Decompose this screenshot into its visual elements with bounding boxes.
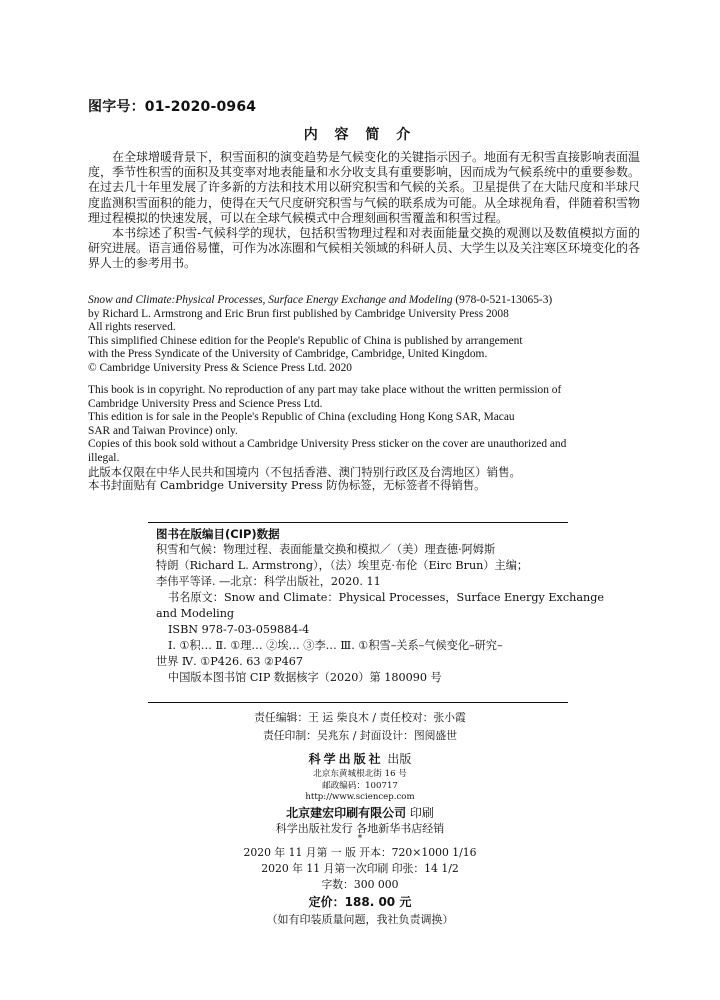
cip-isbn: ISBN 978-7-03-059884-4	[168, 623, 310, 636]
rights-block	[88, 384, 640, 493]
rights-line: SAR and Taiwan Province) only.	[88, 424, 238, 437]
cip-heading: 图书在版编目(CIP)数据	[156, 527, 280, 541]
cip-top-rule	[148, 522, 568, 523]
copyright-line: with the Press Syndicate of the University of Cambridge, Cambridge, United Kingdom.	[88, 348, 488, 361]
original-title: Snow and Climate:Physical Processes, Surface Energy Exchange and Modeling	[88, 294, 453, 306]
original-isbn: (978-0-521-13065-3)	[455, 294, 553, 306]
copyright-line: This simplified Chinese edition for the People's Republic of China is published by arrangement	[88, 334, 523, 347]
publisher-url: http://www.sciencep.com	[305, 792, 415, 802]
summary-paragraph-2: 本书综述了积雪-气候科学的现状，包括积雪物理过程和对表面能量交换的观测以及数值模拟方面的研究进展。语言通俗易懂，可作为冰冻圈和气候相关领域的科研人员、大学生以及关注寒区环境变化的各界人士的参考用书。	[88, 226, 641, 271]
print-credits: 责任印制：吴兆东 / 封面设计：图阅盛世	[262, 729, 458, 742]
edition-line: 2020 年 11 月第 一 版 开本：720×1000 1/16	[243, 846, 477, 859]
printer-line	[0, 804, 720, 821]
publisher-line	[0, 750, 720, 767]
separator-star: *	[357, 834, 363, 844]
printer-suffix: 印刷	[409, 806, 434, 820]
cip-line: 世界 Ⅳ. ①P426. 63 ②P467	[156, 655, 303, 668]
cip-line: Ⅰ. ①积… Ⅱ. ①理… ②埃… ③李… Ⅲ. ①积雪–关系–气候变化–研究–	[168, 639, 503, 652]
distribution-line: 科学出版社发行 各地新华书店经销	[275, 822, 445, 835]
quality-note: （如有印装质量问题，我社负责调换）	[266, 913, 454, 926]
rights-line: illegal.	[88, 451, 120, 464]
copyright-block	[88, 294, 640, 376]
publisher-postcode: 邮政编码：100717	[322, 781, 398, 791]
publisher-name: 科学出版社	[308, 752, 384, 766]
printing-line: 2020 年 11 月第一次印刷 印张：14 1/2	[261, 862, 459, 875]
registration-number: 图字号：01-2020-0964	[88, 99, 257, 115]
rights-line-cn: 本书封面贴有 Cambridge University Press 防伪标签，无标签者不得销售。	[88, 478, 486, 493]
cip-line: 特朗（Richard L. Armstrong），（法）埃里克·布伦（Eirc Brun）主编；	[156, 559, 529, 572]
publisher-address: 北京东黄城根北街 16 号	[313, 769, 407, 779]
rights-line: This book is in copyright. No reproduction of any part may take place without the written permission of	[88, 384, 562, 396]
original-title-line	[88, 294, 640, 308]
copyright-line: © Cambridge University Press & Science Press Ltd. 2020	[88, 361, 352, 374]
rights-line-cn: 此版本仅限在中华人民共和国境内（不包括香港、澳门特别行政区及台湾地区）销售。	[88, 464, 521, 479]
cip-verification: 中国版本图书馆 CIP 数据核字（2020）第 180090 号	[168, 671, 442, 684]
cip-block	[156, 542, 604, 686]
summary-paragraph-1: 在全球增暖背景下，积雪面积的演变趋势是气候变化的关键指示因子。地面有无积雪直接影响表面温度，季节性积雪的面积及其变率对地表能量和水分收支具有重要影响，因而成为气候系统中的重要参数。在过去几十年里发展了许多新的方法和技术用以研究积雪和气候的关系。卫星提供了在大陆尺度和半球尺度监测积雪面积的能力，使得在天气尺度研究积雪与气候的联系成为可能。从全球视角看，伴随着积雪物理过程模拟的快速发展，可以在全球气候模式中合理刻画积雪覆盖和积雪过程。	[88, 150, 641, 225]
publisher-suffix: 出版	[387, 752, 412, 766]
cip-line: 积雪和气候：物理过程、表面能量交换和模拟／（美）理查德·阿姆斯	[156, 543, 496, 556]
cip-bottom-rule	[148, 702, 568, 703]
copyright-line: All rights reserved.	[88, 321, 176, 334]
editor-credits: 责任编辑：王 运 柴良木 / 责任校对：张小霞	[254, 711, 466, 724]
cip-line: and Modeling	[156, 607, 235, 620]
summary-heading: 内 容 简 介	[303, 127, 417, 143]
rights-line: This edition is for sale in the People's Republic of China (excluding Hong Kong SAR, Macau	[88, 411, 515, 424]
price: 定价：188. 00 元	[308, 895, 412, 909]
rights-line: Copies of this book sold without a Cambridge University Press sticker on the cover are unauthorized and	[88, 438, 567, 451]
word-count: 字数：300 000	[321, 878, 399, 891]
rights-line: Cambridge University Press and Science Press Ltd.	[88, 397, 323, 410]
copyright-line: by Richard L. Armstrong and Eric Brun first published by Cambridge University Press 2008	[88, 307, 509, 320]
cip-line: 李伟平等译. —北京：科学出版社，2020. 11	[156, 575, 381, 588]
printer-name: 北京建宏印刷有限公司	[286, 806, 407, 820]
cip-line: 书名原文：Snow and Climate：Physical Processes，Surface Energy Exchange	[168, 591, 604, 604]
